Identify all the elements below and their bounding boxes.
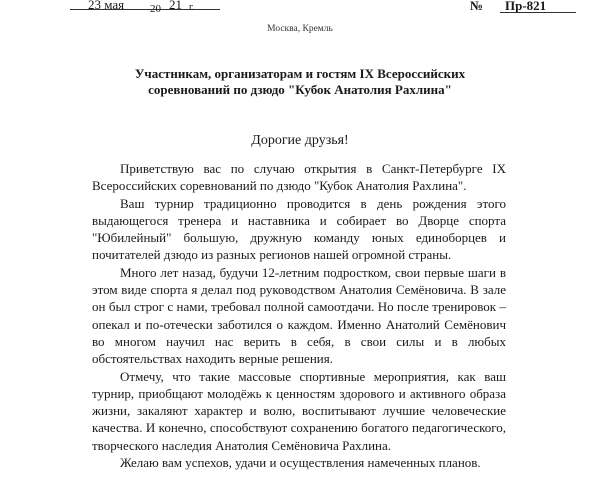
document-place: Москва, Кремль xyxy=(267,24,333,34)
date-year-unit: г. xyxy=(189,2,195,13)
paragraph-5: Желаю вам успехов, удачи и осуществления намеченных планов. xyxy=(120,455,481,471)
date-year-prefix: 20 xyxy=(150,3,161,15)
date-year-suffix: 21 xyxy=(169,0,182,12)
document-title xyxy=(60,66,540,98)
paragraph-4: Отмечу, что такие массовые спортивные мероприятия, как ваш турнир, приобщают молодёжь к ценностям здорового и активного образа жизни, закаляют характер и волю, воспитывают лучшие человеческие качества. И конечно, способствуют сохранению богатого педагогического, творческого наследия Анатолия Семёновича Рахлина. xyxy=(92,368,506,453)
number-value: Пр-821 xyxy=(505,0,547,13)
title-line-2: соревнований по дзюдо "Кубок Анатолия Рахлина" xyxy=(148,82,452,97)
paragraph-2: Ваш турнир традиционно проводится в день рождения этого выдающегося тренера и наставника и собирает во Дворце спорта "Юбилейный" большую, дружную команду юных единоборцев и почитателей дзюдо из разных регионов нашей огромной страны. xyxy=(92,195,506,263)
paragraph-3: Много лет назад, будучи 12-летним подростком, свои первые шаги в этом виде спорта я делал под руководством Анатолия Семёновича. В зале он был строг с нами, требовал полной самоотдачи. Но после тренировок – опекал и по-отечески заботился о каждом. Именно Анатолий Семёнович во многом научил нас верить в себя, в свои силы и в любых обстоятельствах находить верные решения. xyxy=(92,264,506,367)
title-line-1: Участникам, организаторам и гостям IX Всероссийских xyxy=(134,66,466,81)
date-day-month: 23 мая xyxy=(88,0,125,12)
paragraph-1: Приветствую вас по случаю открытия в Санкт-Петербурге IX Всероссийских соревнований по дзюдо "Кубок Анатолия Рахлина". xyxy=(92,161,506,194)
letter-body xyxy=(92,160,506,471)
number-underline xyxy=(500,12,576,13)
greeting: Дорогие друзья! xyxy=(251,133,349,148)
number-label: № xyxy=(470,0,484,13)
